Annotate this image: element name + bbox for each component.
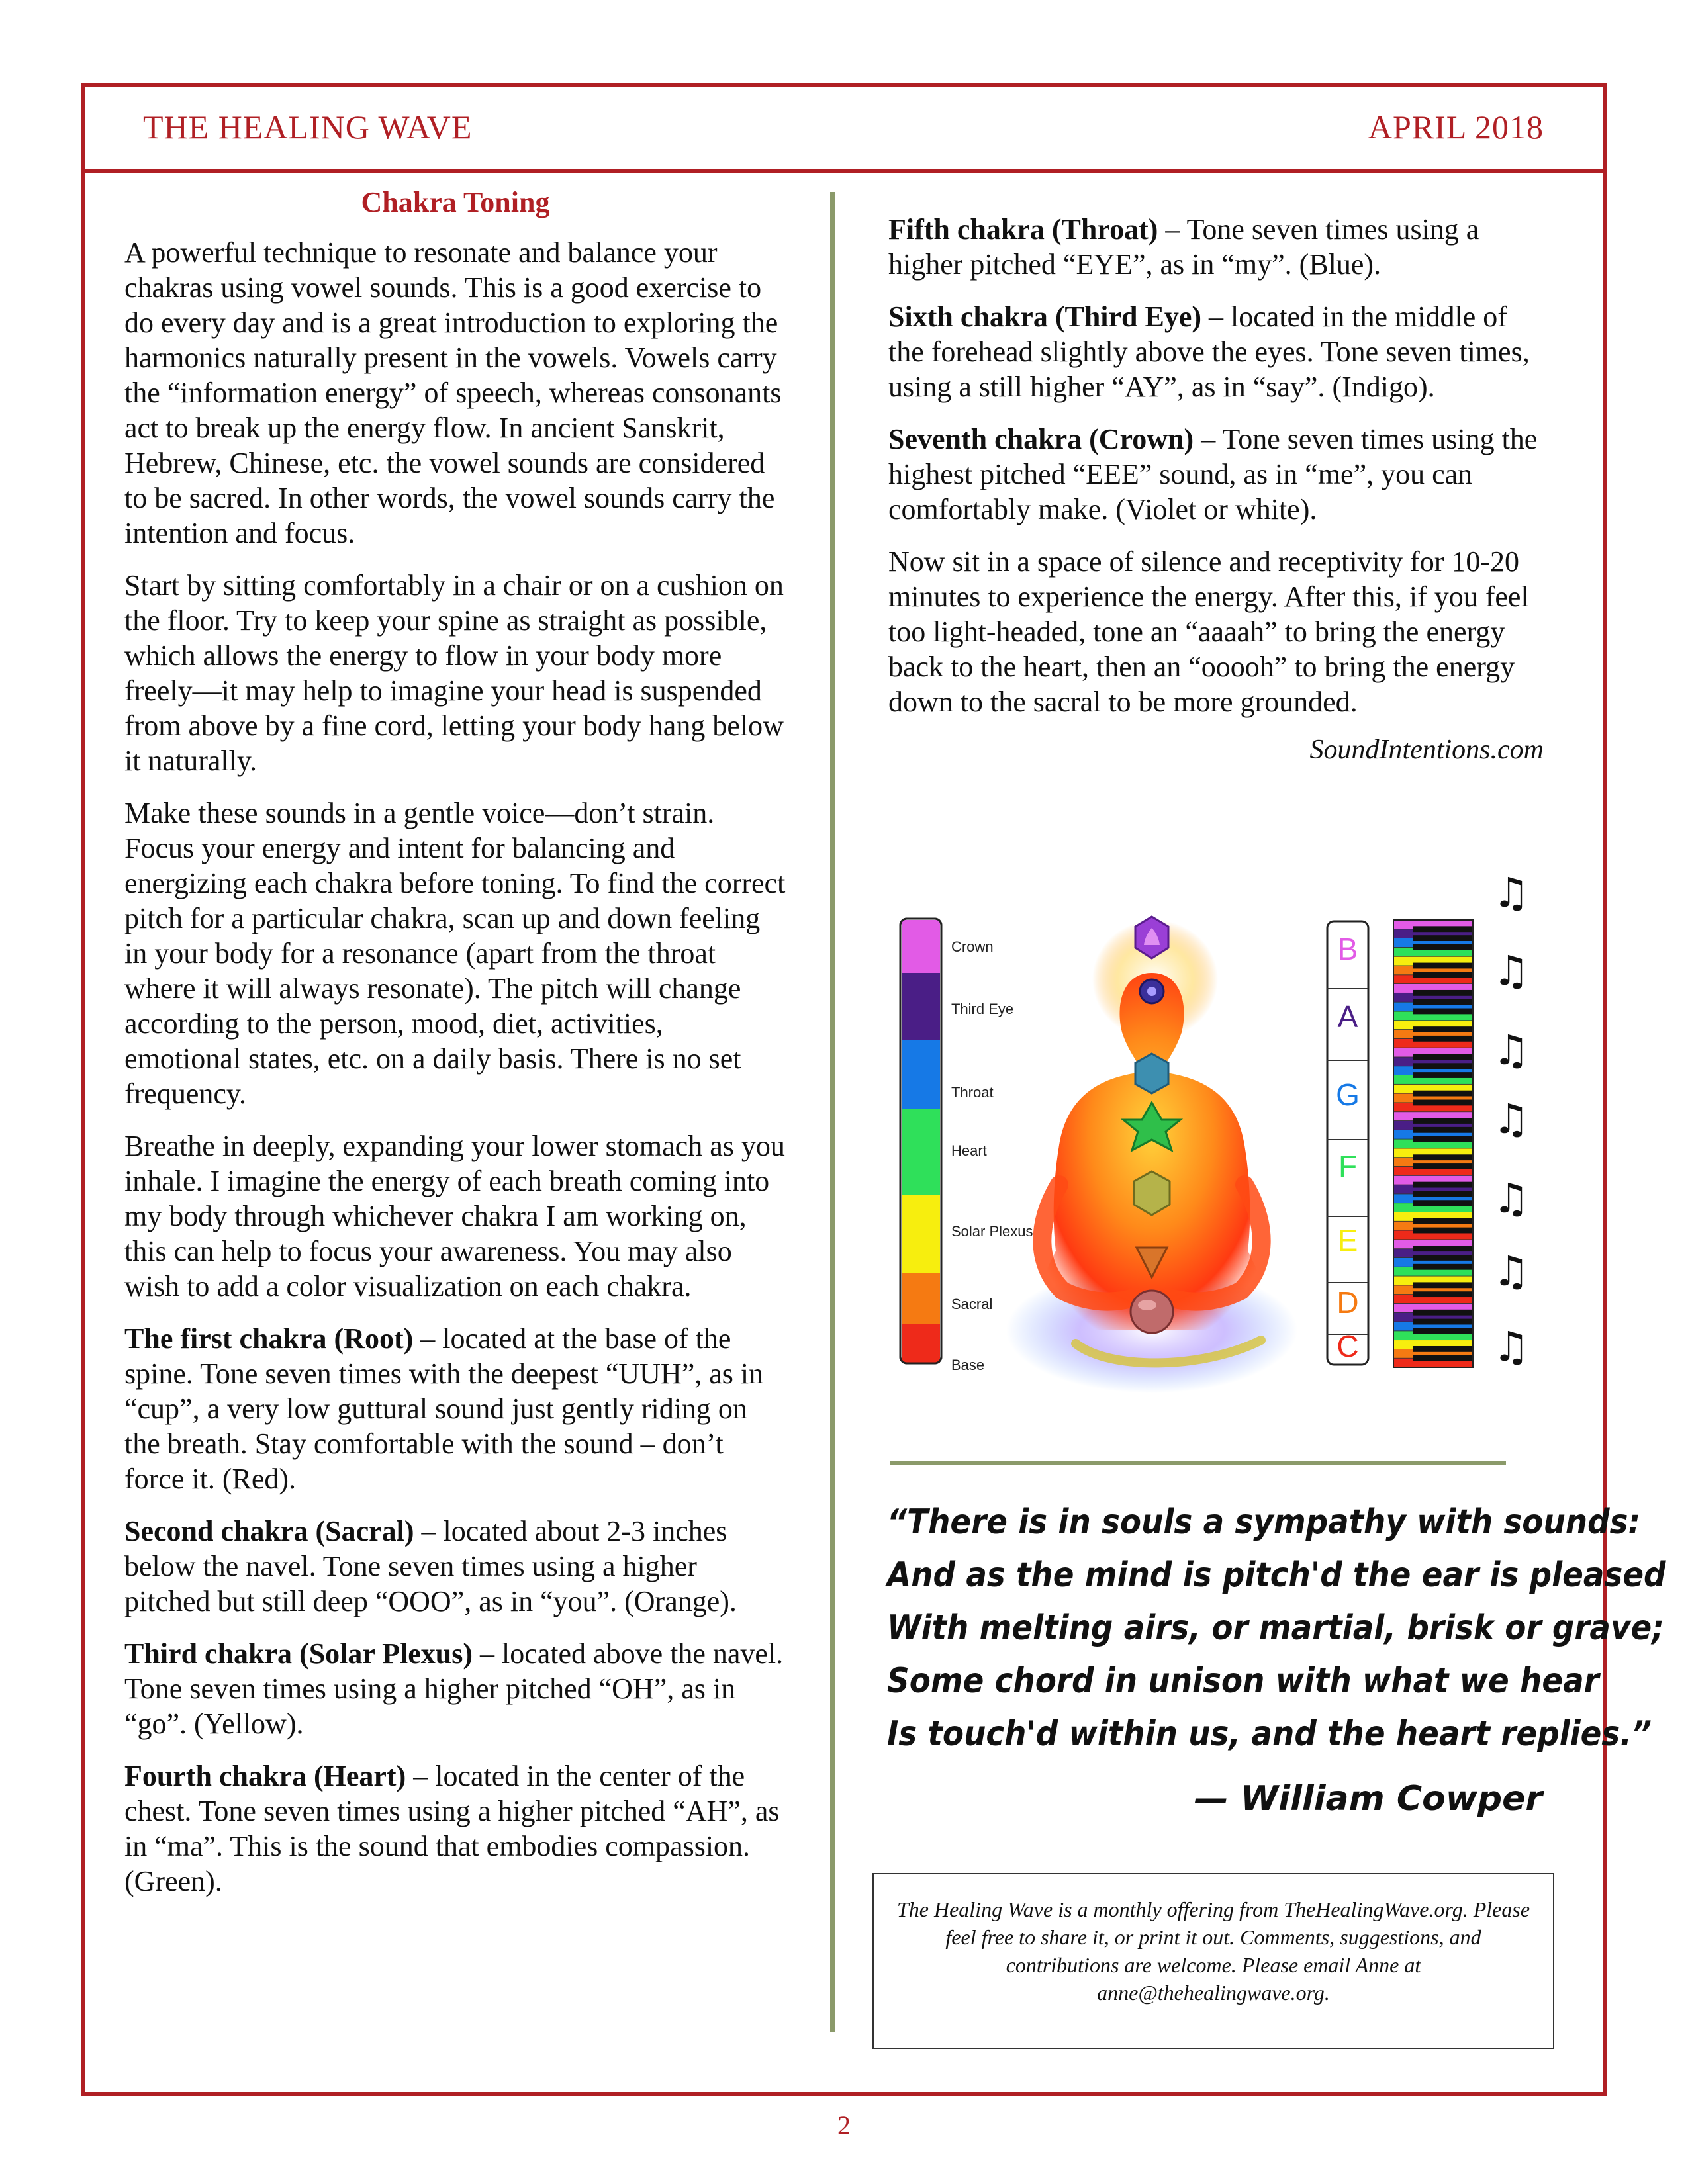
black-key [1413,963,1473,969]
music-note-icon: ♫ [1493,1026,1530,1074]
issue-date: APRIL 2018 [1368,109,1544,146]
poem-quote [887,1496,1666,1760]
column-divider [830,192,835,2032]
chakra-color-segment [902,973,940,1040]
black-key [1413,1282,1473,1288]
black-key [1413,1328,1473,1334]
quote-line-5: Is touch'd within us, and the heart replies.” [887,1714,1652,1754]
source-credit: SoundIntentions.com [1309,735,1544,765]
music-note-icon: ♫ [1493,946,1530,995]
intro-paragraph-2: Start by sitting comfortably in a chair or on a cushion on the floor. Try to keep your spine as straight as possible, which allows the energy to flow in your body more freely—it may help to imagine your head is suspended from above by a fine cord, letting your body hang below it naturally. [124,569,784,777]
chakra-color-segment [902,1109,940,1195]
chakra-throat-text: – Tone seven times using a higher pitched “EYE”, as in “my”. (Blue). [888,213,1479,281]
chakra-solar-plexus [124,1636,786,1741]
black-key [1413,944,1473,950]
page-header [85,87,1603,173]
chakra-throat-name: Fifth chakra (Throat) [888,213,1158,246]
note-letter: B [1337,932,1358,966]
black-key [1413,1127,1473,1133]
chakra-heart-text: – located in the center of the chest. Tone seven times using a higher pitched “AH”, as in “ma”. This is the sound that embodies compassion. (Green). [124,1760,780,1897]
right-column [888,212,1544,766]
chakra-color-segment [902,1324,940,1363]
chakra-color-bar [900,919,1033,1373]
chakra-label: Crown [951,938,994,955]
chakra-root-text: – located at the base of the spine. Tone seven times with the deepest “UUH”, as in “cup”, a very low guttural sound just gently riding on the breath. Stay comfortable with the sound – don’t force it. (Red). [124,1322,764,1495]
chakra-label: Solar Plexus [951,1223,1033,1240]
black-key [1413,1191,1473,1197]
black-key [1413,1072,1473,1078]
intro-paragraph-4: Breathe in deeply, expanding your lower stomach as you inhale. I imagine the energy of each breath coming into my body through whichever chakra I am working on, this can help to focus your awareness. You may also wish to add a color visualization on each chakra. [124,1130,785,1302]
quote-line-2: And as the mind is pitch'd the ear is pleased [887,1555,1666,1595]
quote-line-4: Some chord in unison with what we hear [887,1661,1599,1701]
music-note-icon: ♫ [1493,1247,1530,1295]
chakra-sacral-text: – located about 2-3 inches below the navel. Tone seven times using a higher pitched but still deep “OOO”, as in “you”. (Orange). [124,1515,737,1617]
black-key [1413,1091,1473,1097]
black-key [1413,990,1473,996]
note-letter: C [1336,1329,1359,1363]
black-key [1413,926,1473,932]
color-keyboard [1393,920,1473,1367]
closing-paragraph: Now sit in a space of silence and receptivity for 10-20 minutes to experience the energy. After this, if you feel too light-headed, tone an “aaaah” to bring the energy back to the heart, then an “ooooh” to bring the energy down to the sacral to be more grounded. [888,545,1529,718]
chakra-solar-plexus-name: Third chakra (Solar Plexus) [124,1637,473,1670]
chakra-throat [888,212,1544,282]
quote-author: — William Cowper [1194,1779,1542,1819]
newsletter-title: THE HEALING WAVE [143,109,473,146]
note-letter: F [1338,1149,1358,1183]
black-key [1413,1054,1473,1060]
intro-paragraph-1: A powerful technique to resonate and balance your chakras using vowel sounds. This is a good exercise to do every day and is a great introduction to exploring the harmonics naturally present in the vowels. Vowels carry the “information energy” of speech, whereas consonants act to break up the energy flow. In ancient Sanskrit, Hebrew, Chinese, etc. the vowel sounds are considered to be sacred. In other words, the vowel sounds carry the intention and focus. [124,236,782,549]
chakra-figure [890,868,1546,1423]
black-key [1413,1310,1473,1316]
black-key [1413,1355,1473,1361]
chakra-heart-name: Fourth chakra (Heart) [124,1760,406,1792]
black-key [1413,972,1473,978]
black-key [1413,1163,1473,1169]
note-letter-column [1327,921,1368,1365]
black-key [1413,1346,1473,1352]
black-key [1413,1136,1473,1142]
meditating-figure [1006,917,1297,1393]
article-heading: Chakra Toning [361,186,550,218]
chakra-crown [888,422,1544,527]
black-key [1413,1182,1473,1188]
chakra-label: Heart [951,1142,987,1159]
chakra-third-eye [888,299,1544,404]
chakra-heart [124,1758,786,1899]
black-key [1413,935,1473,941]
black-key [1413,1246,1473,1251]
chakra-color-segment [902,1273,940,1324]
chakra-color-segment [902,1040,940,1109]
black-key [1413,1200,1473,1206]
note-letter: D [1336,1285,1359,1320]
black-key [1413,1319,1473,1325]
chakra-label: Base [951,1357,985,1373]
chakra-label: Throat [951,1084,994,1101]
music-notes [1493,868,1530,1371]
black-key [1413,1291,1473,1297]
chakra-sacral-name: Second chakra (Sacral) [124,1515,414,1547]
black-key [1413,1264,1473,1270]
music-note-icon: ♫ [1493,1322,1530,1371]
black-key [1413,1228,1473,1234]
black-key [1413,1009,1473,1015]
note-letter: E [1337,1223,1358,1257]
page-number: 2 [837,2111,851,2140]
black-key [1413,1036,1473,1042]
chakra-third-eye-name: Sixth chakra (Third Eye) [888,300,1202,333]
music-note-icon: ♫ [1493,868,1530,917]
black-key [1413,1154,1473,1160]
chakra-sacral [124,1514,786,1619]
note-letter: G [1336,1077,1360,1112]
section-divider [890,1461,1506,1465]
black-key [1413,1063,1473,1069]
chakra-crown-name: Seventh chakra (Crown) [888,423,1194,455]
black-key [1413,1255,1473,1261]
black-key [1413,1026,1473,1032]
chakra-solar-plexus-text: – located above the navel. Tone seven times using a higher pitched “OH”, as in “go”. (Yellow). [124,1637,784,1740]
chakra-root-name: The first chakra (Root) [124,1322,414,1355]
note-letter: A [1337,999,1358,1034]
left-column [124,185,786,1916]
black-key [1413,1118,1473,1124]
chakra-label: Sacral [951,1296,993,1312]
footer-note: The Healing Wave is a monthly offering from TheHealingWave.org. Please feel free to share it, or print it out. Comments, suggestions, and contributions are welcome. Please email Anne at anne@thehealingwave.org. [896,1897,1530,2005]
quote-line-1: “There is in souls a sympathy with sounds: [887,1502,1641,1542]
quote-line-3: With melting airs, or martial, brisk or grave; [887,1608,1664,1648]
black-key [1413,999,1473,1005]
music-note-icon: ♫ [1493,1174,1530,1222]
black-key [1413,1100,1473,1106]
chakra-color-segment [902,920,940,973]
footer-note-box [872,1873,1554,2049]
music-note-icon: ♫ [1493,1095,1530,1143]
chakra-root [124,1321,786,1496]
chakra-third-eye-text: – located in the middle of the forehead slightly above the eyes. Tone seven times, using a still higher “AY”, as in “say”. (Indigo). [888,300,1530,403]
chakra-label: Third Eye [951,1001,1014,1017]
intro-paragraph-3: Make these sounds in a gentle voice—don’t strain. Focus your energy and intent for balancing and energizing each chakra before toning. To find the correct pitch for a particular chakra, scan up and down feeling in your body for a resonance (apart from the throat where it will always resonate). The pitch will change according to the person, mood, diet, activities, emotional states, etc. on a daily basis. There is no set frequency. [124,797,786,1110]
chakra-crown-text: – Tone seven times using the highest pitched “EEE” sound, as in “me”, you can comfortably make. (Violet or white). [888,423,1538,525]
black-key [1413,1218,1473,1224]
chakra-color-segment [902,1195,940,1273]
